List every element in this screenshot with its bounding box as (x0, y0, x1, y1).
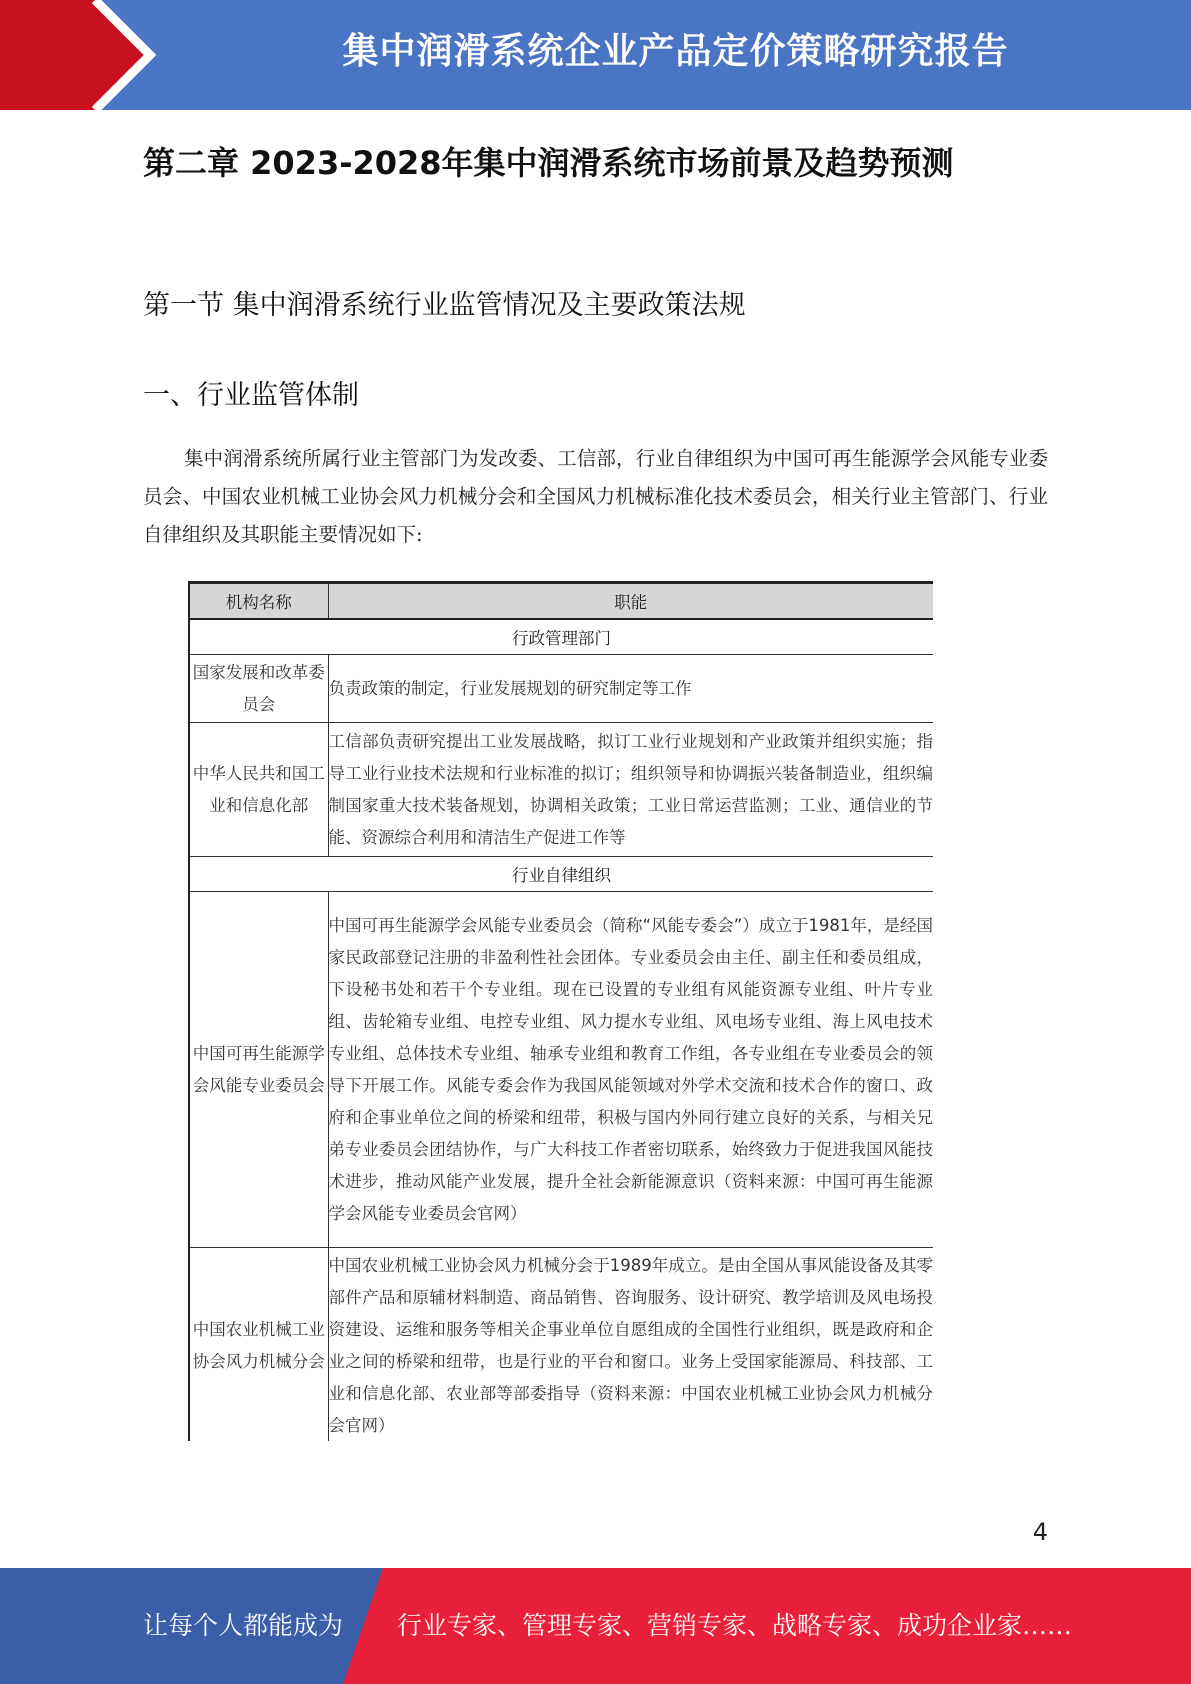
function-cell: 工信部负责研究提出工业发展战略，拟订工业行业规划和产业政策并组织实施；指导工业行业技术法规和行业标准的拟订；组织领导和协调振兴装备制造业，组织编制国家重大技术装备规划，协调相关政策；工业日常运营监测；工业、通信业的节能、资源综合利用和清洁生产促进工作等 (328, 723, 933, 857)
subsection-title: 一、行业监管体制 (143, 380, 359, 411)
header-red-arrow-icon (0, 0, 180, 110)
page-footer-banner (0, 1568, 1191, 1684)
footer-slogan-left: 让每个人都能成为 (143, 1611, 344, 1640)
org-name-cell: 中华人民共和国工业和信息化部 (189, 723, 328, 857)
section-title: 第一节 集中润滑系统行业监管情况及主要政策法规 (143, 290, 746, 321)
table-group-row (189, 619, 933, 655)
footer-slogan-right: 行业专家、管理专家、营销专家、战略专家、成功企业家…… (397, 1611, 1073, 1640)
table-row (189, 723, 933, 857)
column-header-org: 机构名称 (189, 583, 328, 620)
function-cell: 中国农业机械工业协会风力机械分会于1989年成立。是由全国从事风能设备及其零部件产品和原辅材料制造、商品销售、咨询服务、设计研究、教学培训及风电场投资建设、运维和服务等相关企事业单位自愿组成的全国性行业组织，既是政府和企业之间的桥梁和纽带，也是行业的平台和窗口。业务上受国家能源局、科技部、工业和信息化部、农业部等部委指导（资料来源：中国农业机械工业协会风力机械分会官网） (328, 1248, 933, 1442)
group-label-self: 行业自律组织 (189, 857, 933, 892)
table-row (189, 1248, 933, 1442)
table-header-row (189, 583, 933, 620)
function-cell: 中国可再生能源学会风能专业委员会（简称“风能专委会”）成立于1981年，是经国家民政部登记注册的非盈利性社会团体。专业委员会由主任、副主任和委员组成，下设秘书处和若干个专业组。现在已设置的专业组有风能资源专业组、叶片专业组、齿轮箱专业组、电控专业组、风力提水专业组、风电场专业组、海上风电技术专业组、总体技术专业组、轴承专业组和教育工作组，各专业组在专业委员会的领导下开展工作。风能专委会作为我国风能领域对外学术交流和技术合作的窗口、政府和企事业单位之间的桥梁和纽带，积极与国内外同行建立良好的关系，与相关兄弟专业委员会团结协作，与广大科技工作者密切联系，始终致力于促进我国风能技术进步，推动风能产业发展，提升全社会新能源意识（资料来源：中国可再生能源学会风能专业委员会官网） (328, 892, 933, 1248)
table-row (189, 655, 933, 723)
group-label-admin: 行政管理部门 (189, 619, 933, 655)
page-header-banner (0, 0, 1191, 110)
function-cell: 负责政策的制定，行业发展规划的研究制定等工作 (328, 655, 933, 723)
function-table-container (188, 581, 933, 1441)
function-table (188, 581, 933, 1441)
column-header-function: 职能 (328, 583, 933, 620)
chapter-title: 第二章 2023-2028年集中润滑系统市场前景及趋势预测 (143, 144, 954, 182)
body-paragraph: 集中润滑系统所属行业主管部门为发改委、工信部，行业自律组织为中国可再生能源学会风能专业委员会、中国农业机械工业协会风力机械分会和全国风力机械标准化技术委员会，相关行业主管部门、行业自律组织及其职能主要情况如下: (143, 447, 1048, 546)
org-name-cell: 中国可再生能源学会风能专业委员会 (189, 892, 328, 1248)
page-number: 4 (1032, 1518, 1048, 1546)
org-name-cell: 国家发展和改革委员会 (189, 655, 328, 723)
table-group-row (189, 857, 933, 892)
table-row (189, 892, 933, 1248)
org-name-cell: 中国农业机械工业协会风力机械分会 (189, 1248, 328, 1442)
report-title: 集中润滑系统企业产品定价策略研究报告 (342, 31, 1009, 72)
